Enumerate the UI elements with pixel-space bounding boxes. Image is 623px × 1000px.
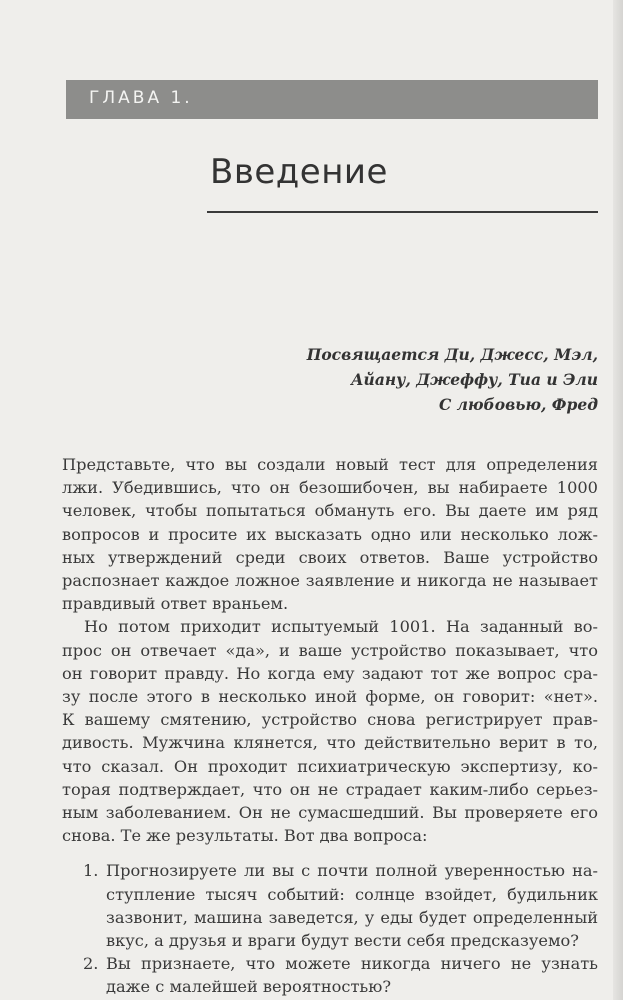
text-line: зазвонит, машина заведется, у еды будет определенный [106, 907, 598, 927]
text-line: Представьте, что вы создали новый тест для определения [62, 455, 598, 474]
text-line: Но потом приходит испытуемый 1001. На заданный во- [84, 617, 598, 637]
text-line: вопросов и просите их высказать одно или несколько лож- [62, 524, 598, 544]
dedication-line: Посвящается Ди, Джесс, Мэл, [306, 345, 598, 364]
dedication-signature: С любовью, Фред [438, 395, 598, 414]
text-line: что сказал. Он проходит психиатрическую экспертизу, ко- [62, 756, 598, 776]
text-line: вкус, а друзья и враги будут вести себя предсказуемо? [106, 931, 579, 951]
title-underline [207, 211, 598, 213]
text-line: ступление тысяч событий: солнце взойдет, будильник [106, 884, 598, 904]
text-line: торая подтверждает, что он не страдает каким-либо серьез- [62, 779, 598, 799]
text-line: прос он отвечает «да», и ваше устройство показывает, что [62, 640, 598, 660]
paragraph [62, 453, 598, 615]
text-line: ным заболеванием. Он не сумасшедший. Вы проверяете его [62, 803, 598, 823]
text-line: дивость. Мужчина клянется, что действительно верит в то, [62, 733, 598, 753]
dedication [307, 342, 598, 417]
body-text [62, 453, 598, 999]
dedication-line: Айану, Джеффу, Тиа и Эли [350, 370, 598, 389]
text-line: распознает каждое ложное заявление и никогда не называет [62, 571, 598, 591]
list-number: 1. [83, 861, 99, 881]
chapter-label: ГЛАВА 1. [89, 88, 193, 108]
text-line: лжи. Убедившись, что он безошибочен, вы набираете 1000 [62, 478, 598, 498]
chapter-title: Введение [210, 152, 388, 192]
numbered-list [62, 859, 598, 998]
text-line: правдивый ответ враньем. [62, 594, 289, 614]
chapter-header-bar [66, 80, 598, 119]
text-line: даже с малейшей вероятностью? [106, 977, 392, 997]
text-line: зу после этого в несколько иной форме, он говорит: «нет». [62, 687, 598, 707]
text-line: К вашему смятению, устройство снова регистрирует прав- [62, 710, 598, 730]
list-number: 2. [83, 954, 99, 974]
text-line: Прогнозируете ли вы с почти полной уверенностью на- [106, 861, 598, 881]
list-item [62, 952, 598, 998]
list-item [62, 859, 598, 952]
text-line: снова. Те же результаты. Вот два вопроса: [62, 826, 428, 846]
text-line: ных утверждений среди своих ответов. Ваше устройство [62, 547, 598, 567]
paragraph [62, 615, 598, 847]
page-edge-shadow [613, 0, 623, 1000]
text-line: он говорит правду. Но когда ему задают тот же вопрос сра- [62, 663, 598, 683]
text-line: человек, чтобы попытаться обмануть его. Вы даете им ряд [62, 501, 598, 521]
text-line: Вы признаете, что можете никогда ничего не узнать [106, 954, 598, 974]
